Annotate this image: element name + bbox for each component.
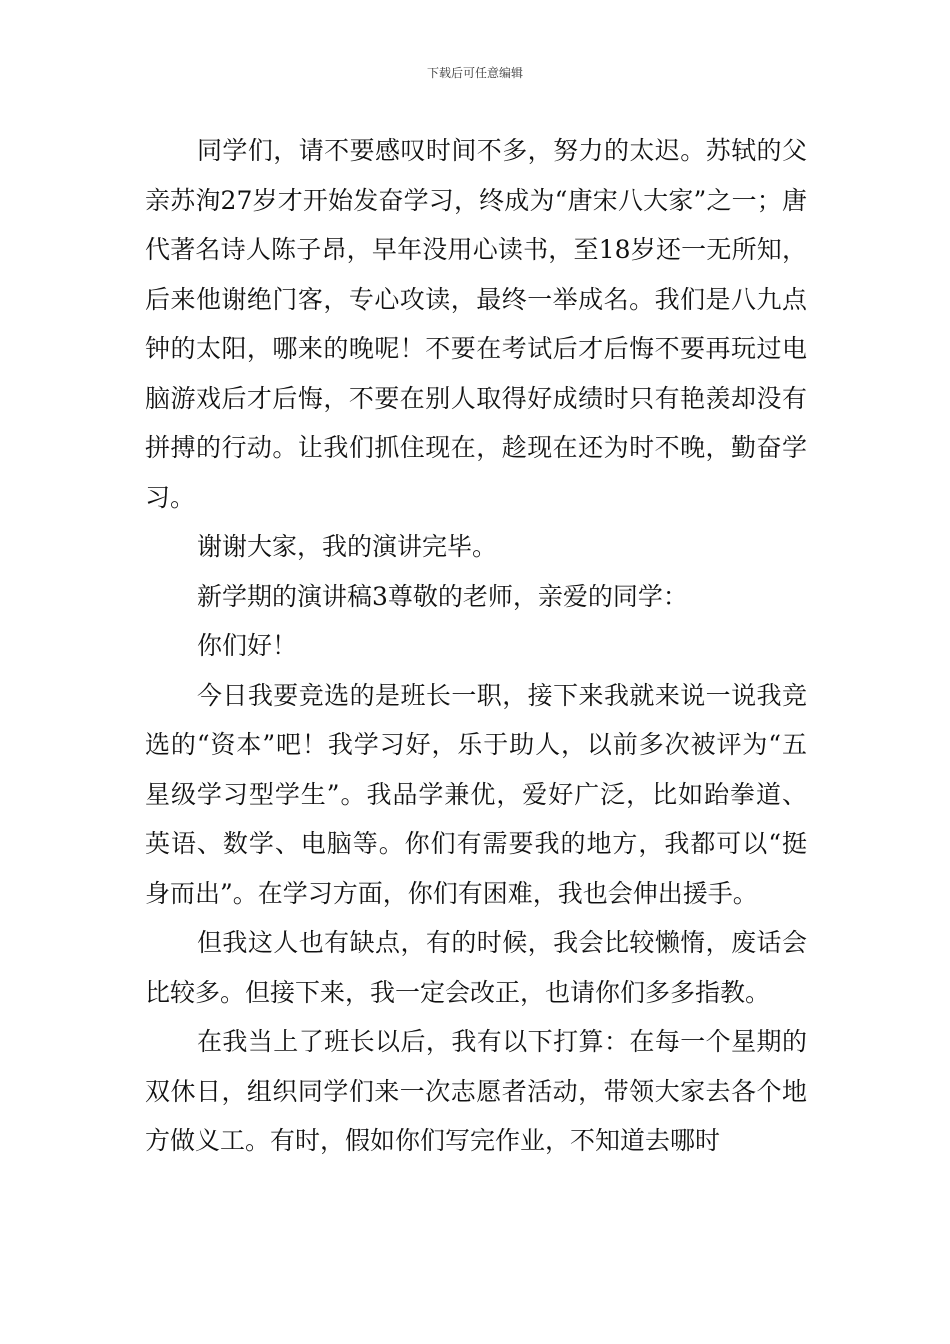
paragraph: 今日我要竞选的是班长一职，接下来我就来说一说我竞选的“资本”吧！我学习好，乐于助人，以前多次被评为“五星级学习型学生”。我品学兼优，爱好广泛，比如跆拳道、英语、数学、电脑等。你们有需要我的地方，我都可以“挺身而出”。在学习方面，你们有困难，我也会伸出援手。 — [145, 680, 807, 908]
document-body — [145, 126, 807, 1166]
paragraph: 新学期的演讲稿3尊敬的老师，亲爱的同学： — [197, 581, 688, 611]
paragraph: 但我这人也有缺点，有的时候，我会比较懒惰，废话会比较多。但接下来，我一定会改正，也请你们多多指教。 — [145, 928, 807, 1007]
paragraph: 谢谢大家，我的演讲完毕。 — [197, 532, 498, 561]
paragraph: 同学们，请不要感叹时间不多，努力的太迟。苏轼的父亲苏洵27岁才开始发奋学习，终成为“唐宋八大家”之一；唐代著名诗人陈子昂，早年没用心读书，至18岁还一无所知，后来他谢绝门客，专心攻读，最终一举成名。我们是八九点钟的太阳，哪来的晚呢！不要在考试后才后悔不要再玩过电脑游戏后才后悔，不要在别人取得好成绩时只有艳羡却没有拼搏的行动。让我们抓住现在，趁现在还为时不晚，勤奋学习。 — [145, 136, 807, 512]
paragraph: 你们好！ — [197, 631, 298, 660]
paragraph: 在我当上了班长以后，我有以下打算：在每一个星期的双休日，组织同学们来一次志愿者活动，带领大家去各个地方做义工。有时，假如你们写完作业，不知道去哪时 — [145, 1027, 807, 1155]
page-header: 下载后可任意编辑 — [426, 66, 523, 80]
